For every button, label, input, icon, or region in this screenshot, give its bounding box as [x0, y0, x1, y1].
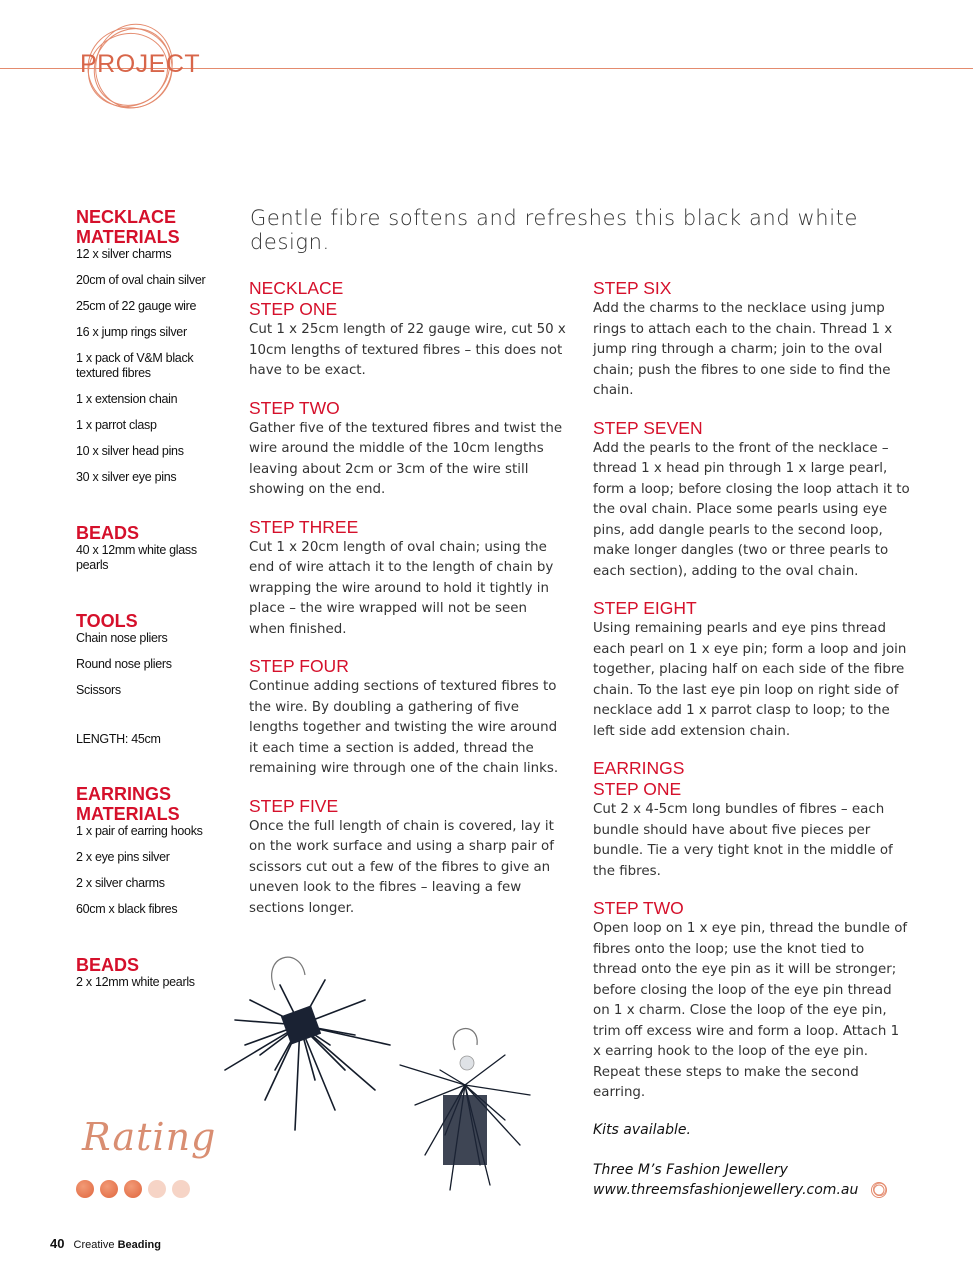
step-heading: STEP TWO [593, 898, 684, 918]
tools-heading: TOOLS [76, 611, 138, 631]
supplier-website-link[interactable]: www.threemsfashionjewellery.com.au [593, 1181, 859, 1198]
rating-dot [76, 1180, 94, 1198]
list-item: 2 x 12mm white pearls [76, 975, 195, 989]
step-text: Open loop on 1 x eye pin, thread the bundle of fibres onto the loop; use the knot tied to thread onto the eye pin as it will be stronger; before closing the loop of the eye pin thread on 1 x charm. Close the loop of the eye pin, trim off excess wire and form a loop. Attach 1 x earring hook to the loop of the eye pin. Repeat these steps to make the second earring. [593, 921, 908, 1100]
rating-dots [76, 1180, 190, 1198]
necklace-step-two [249, 398, 567, 501]
page-footer [50, 1236, 161, 1251]
step-heading: STEP FIVE [249, 795, 339, 816]
list-item: Scissors [76, 683, 121, 697]
list-item: 25cm of 22 gauge wire [76, 299, 197, 313]
list-item: Chain nose pliers [76, 631, 168, 645]
list-item: Round nose pliers [76, 657, 172, 671]
list-item: 2 x silver charms [76, 876, 165, 890]
step-text: Cut 1 x 20cm length of oval chain; using the end of wire attach it to the length of chain by wrapping the wire around to hold it tightly in place – the wire wrapped will not be seen when finished. [249, 539, 554, 637]
step-heading: STEP THREE [249, 516, 359, 537]
earrings-step-two [593, 898, 911, 1104]
step-heading: STEP SIX [593, 278, 672, 298]
necklace-length: LENGTH: 45cm [76, 732, 161, 746]
list-item: 30 x silver eye pins [76, 470, 177, 484]
list-item: 1 x extension chain [76, 392, 178, 406]
earring-photo-right [395, 1025, 535, 1200]
list-item: 60cm x black fibres [76, 902, 178, 916]
end-of-article-icon [870, 1181, 888, 1199]
supplier-name: Three M’s Fashion Jewellery [593, 1161, 788, 1178]
supplier-website-row [593, 1180, 911, 1200]
step-text: Gather five of the textured fibres and twist the wire around the middle of the 10cm lengths leaving about 2cm or 3cm of the wire still showing on the end. [249, 420, 563, 497]
step-text: Add the pearls to the front of the necklace – thread 1 x head pin through 1 x large pearl, form a loop; before closing the loop attach it to the oval chain. Place some pearls using eye pins, add dangle pearls to the second loop, make longer dangles (two or three pearls to each section), adding to the oval chain. [593, 440, 910, 579]
necklace-materials-list [76, 247, 226, 485]
step-heading: STEP TWO [249, 397, 340, 418]
list-item: 2 x eye pins silver [76, 850, 170, 864]
rating-label: Rating [82, 1115, 217, 1159]
step-text: Using remaining pearls and eye pins thread each pearl on 1 x eye pin; form a loop and join together, placing half on each side of the fibre chain. To the last eye pin loop on right side of necklace add 1 x parrot clasp to loop; to the left side add extension chain. [593, 621, 907, 739]
section-label: PROJECT [80, 50, 201, 78]
step-text: Continue adding sections of textured fibres to the wire. By doubling a gathering of five lengths together and twisting the wire around it each time a section is added, thread the remaining wire through one of the chain links. [249, 679, 559, 776]
necklace-step-five [249, 796, 567, 920]
list-item: 1 x pair of earring hooks [76, 824, 203, 838]
earrings-section-heading: EARRINGS [593, 758, 685, 778]
list-item: 16 x jump rings silver [76, 325, 187, 339]
list-item: 40 x 12mm white glass pearls [76, 543, 197, 572]
rating-dot [124, 1180, 142, 1198]
necklace-step-eight [593, 598, 911, 742]
heading-line: MATERIALS [76, 804, 180, 824]
step-heading: STEP SEVEN [593, 417, 703, 438]
necklace-step-six [593, 278, 911, 402]
earring-photo-left [205, 950, 405, 1145]
step-heading: STEP EIGHT [593, 598, 697, 618]
rating-dot [148, 1180, 166, 1198]
step-text: Once the full length of chain is covered, lay it on the work surface and using a sharp pair of scissors cut out a few of the fibres to give an uneven look to the fibres – leaving a few sections longer. [249, 818, 554, 916]
necklace-section-heading: NECKLACE [249, 278, 344, 298]
list-item: 1 x parrot clasp [76, 418, 157, 432]
materials-sidebar [76, 207, 226, 990]
magazine-name-part2: Beading [117, 1239, 161, 1251]
necklace-materials-heading [76, 207, 226, 247]
step-heading: STEP FOUR [249, 656, 349, 676]
necklace-step-one [249, 278, 567, 382]
list-item: 10 x silver head pins [76, 444, 184, 458]
list-item: 1 x pack of V&M black textured fibres [76, 351, 194, 380]
earring-beads-list [76, 975, 226, 990]
earrings-materials-list [76, 824, 226, 917]
heading-line: NECKLACE [76, 207, 177, 227]
beads-heading: BEADS [76, 523, 140, 543]
magazine-name-part1: Creative [73, 1239, 115, 1251]
step-text: Add the charms to the necklace using jump rings to attach each to the chain. Thread 1 x jump ring through a charm; join to the oval chain; push the fibres to one side to find the chain. [593, 301, 893, 398]
page-number: 40 [50, 1236, 65, 1251]
earrings-materials-heading [76, 784, 226, 824]
step-heading: STEP ONE [593, 779, 682, 799]
kits-note: Kits available. [593, 1121, 691, 1138]
earrings-step-one [593, 758, 911, 882]
rating-dot [172, 1180, 190, 1198]
heading-line: MATERIALS [76, 227, 180, 247]
earring-beads-heading: BEADS [76, 955, 140, 975]
rating-dot [100, 1180, 118, 1198]
list-item: 12 x silver charms [76, 247, 172, 261]
list-item: 20cm of oval chain silver [76, 273, 206, 287]
instructions-column-left [249, 278, 567, 935]
beads-list [76, 543, 226, 573]
necklace-step-four [249, 656, 567, 780]
necklace-step-three [249, 517, 567, 641]
step-text: Cut 1 x 25cm length of 22 gauge wire, cut 50 x 10cm lengths of textured fibres – this does not have to be exact. [249, 322, 566, 378]
step-text: Cut 2 x 4-5cm long bundles of fibres – each bundle should have about five pieces per bundle. Tie a very tight knot in the middle of the fibres. [593, 802, 893, 879]
tools-list [76, 631, 226, 698]
heading-line: EARRINGS [76, 784, 172, 804]
step-heading: STEP ONE [249, 299, 338, 319]
intro-headline: Gentle fibre softens and refreshes this black and white design. [250, 206, 858, 254]
necklace-step-seven [593, 418, 911, 583]
instructions-column-right [593, 278, 911, 1200]
